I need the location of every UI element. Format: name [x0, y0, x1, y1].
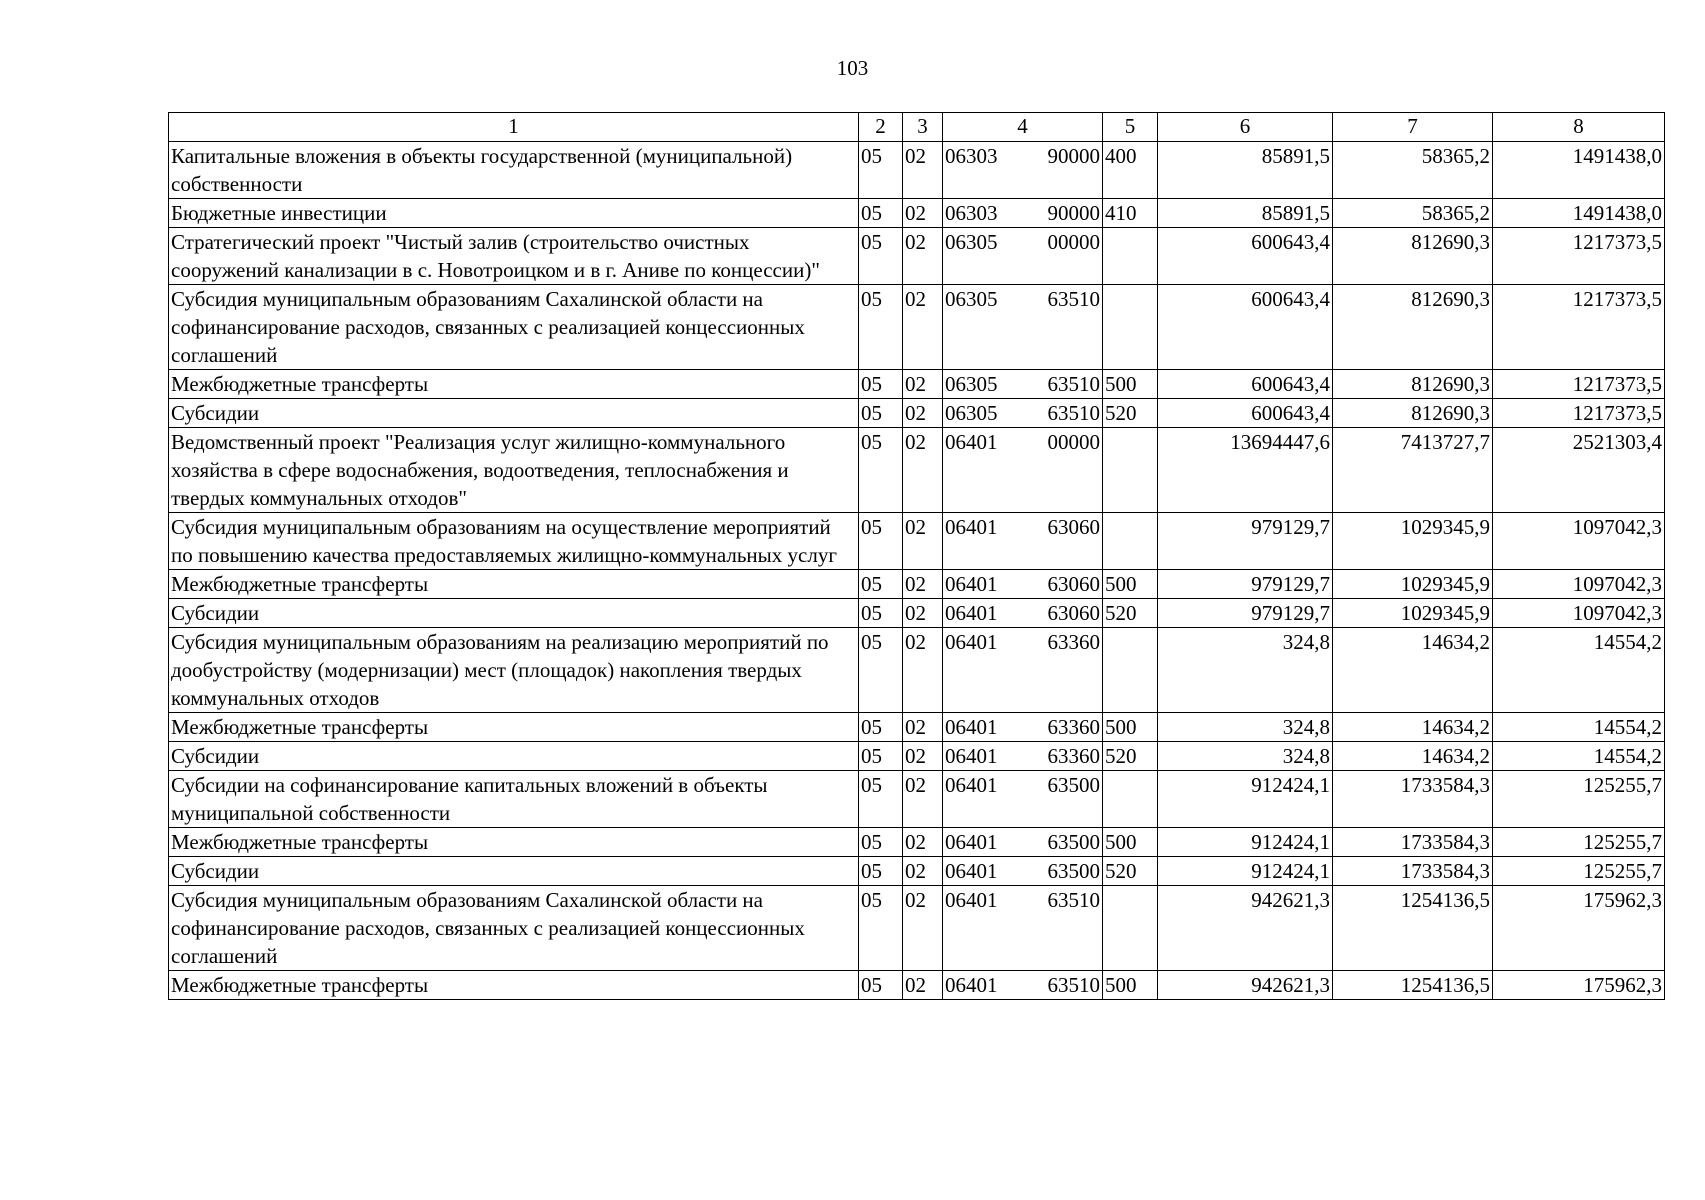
subsection-code-cell: 02 [903, 828, 943, 857]
program-code-part1: 06401 [945, 515, 998, 539]
amount-col6-cell: 979129,7 [1158, 570, 1333, 599]
row-name-cell: Субсидии [169, 857, 859, 886]
amount-col8-cell: 14554,2 [1493, 628, 1665, 713]
amount-col6-cell: 942621,3 [1158, 886, 1333, 971]
program-code-part2: 63060 [1047, 601, 1100, 625]
table-row [169, 199, 1665, 228]
subsection-code-cell: 02 [903, 570, 943, 599]
amount-col6-cell: 600643,4 [1158, 399, 1333, 428]
amount-col8-cell: 1217373,5 [1493, 228, 1665, 285]
program-code-part1: 06305 [945, 230, 998, 254]
section-code-cell: 05 [859, 399, 903, 428]
section-code-cell: 05 [859, 370, 903, 399]
subsection-code-cell: 02 [903, 628, 943, 713]
header-row [169, 113, 1665, 142]
amount-col8-cell: 175962,3 [1493, 886, 1665, 971]
section-code-cell: 05 [859, 285, 903, 370]
row-name-cell: Межбюджетные трансферты [169, 971, 859, 1000]
amount-col7-cell: 812690,3 [1333, 228, 1493, 285]
amount-col7-cell: 1254136,5 [1333, 971, 1493, 1000]
amount-col7-cell: 1029345,9 [1333, 513, 1493, 570]
column-header: 8 [1493, 113, 1665, 142]
column-header: 4 [943, 113, 1103, 142]
subsection-code-cell: 02 [903, 713, 943, 742]
program-code-part2: 63510 [1047, 401, 1100, 425]
program-code-part1: 06401 [945, 859, 998, 883]
amount-col7-cell: 1733584,3 [1333, 857, 1493, 886]
row-name-cell: Субсидия муниципальным образованиям Сахалинской области на софинансирование расходов, связанных с реализацией концессионных соглашений [169, 886, 859, 971]
program-code-cell [943, 857, 1103, 886]
amount-col8-cell: 125255,7 [1493, 857, 1665, 886]
subsection-code-cell: 02 [903, 599, 943, 628]
section-code-cell: 05 [859, 513, 903, 570]
amount-col7-cell: 58365,2 [1333, 199, 1493, 228]
table-row [169, 428, 1665, 513]
program-code-part1: 06401 [945, 744, 998, 768]
table-row [169, 599, 1665, 628]
table-row [169, 971, 1665, 1000]
table-row [169, 628, 1665, 713]
amount-col8-cell: 1491438,0 [1493, 199, 1665, 228]
expense-type-cell [1103, 628, 1158, 713]
page-number: 103 [836, 56, 869, 80]
program-code-cell [943, 628, 1103, 713]
program-code-part1: 06401 [945, 430, 998, 454]
subsection-code-cell: 02 [903, 142, 943, 199]
amount-col8-cell: 1217373,5 [1493, 285, 1665, 370]
expense-type-cell: 520 [1103, 857, 1158, 886]
column-header: 3 [903, 113, 943, 142]
program-code-cell [943, 513, 1103, 570]
row-name-cell: Субсидии [169, 599, 859, 628]
row-name-cell: Межбюджетные трансферты [169, 570, 859, 599]
program-code-part2: 63360 [1047, 744, 1100, 768]
section-code-cell: 05 [859, 828, 903, 857]
amount-col6-cell: 600643,4 [1158, 228, 1333, 285]
program-code-part2: 63510 [1047, 888, 1100, 912]
section-code-cell: 05 [859, 771, 903, 828]
program-code-part1: 06401 [945, 630, 998, 654]
expense-type-cell: 520 [1103, 599, 1158, 628]
subsection-code-cell: 02 [903, 886, 943, 971]
table-row [169, 713, 1665, 742]
program-code-part2: 63500 [1047, 859, 1100, 883]
amount-col8-cell: 14554,2 [1493, 742, 1665, 771]
amount-col6-cell: 979129,7 [1158, 513, 1333, 570]
expense-type-cell: 400 [1103, 142, 1158, 199]
expense-type-cell [1103, 886, 1158, 971]
program-code-part1: 06303 [945, 201, 998, 225]
amount-col8-cell: 125255,7 [1493, 828, 1665, 857]
amount-col8-cell: 2521303,4 [1493, 428, 1665, 513]
expense-type-cell: 520 [1103, 399, 1158, 428]
section-code-cell: 05 [859, 713, 903, 742]
amount-col7-cell: 14634,2 [1333, 713, 1493, 742]
expense-type-cell [1103, 228, 1158, 285]
amount-col8-cell: 1097042,3 [1493, 513, 1665, 570]
subsection-code-cell: 02 [903, 513, 943, 570]
section-code-cell: 05 [859, 428, 903, 513]
section-code-cell: 05 [859, 199, 903, 228]
program-code-cell [943, 428, 1103, 513]
program-code-part2: 63510 [1047, 287, 1100, 311]
section-code-cell: 05 [859, 570, 903, 599]
program-code-cell [943, 199, 1103, 228]
row-name-cell: Субсидии на софинансирование капитальных вложений в объекты муниципальной собственности [169, 771, 859, 828]
program-code-cell [943, 886, 1103, 971]
amount-col6-cell: 324,8 [1158, 742, 1333, 771]
amount-col6-cell: 85891,5 [1158, 142, 1333, 199]
table-row [169, 142, 1665, 199]
program-code-cell [943, 599, 1103, 628]
subsection-code-cell: 02 [903, 228, 943, 285]
amount-col8-cell: 125255,7 [1493, 771, 1665, 828]
column-header: 1 [169, 113, 859, 142]
subsection-code-cell: 02 [903, 971, 943, 1000]
program-code-part2: 63360 [1047, 630, 1100, 654]
section-code-cell: 05 [859, 142, 903, 199]
program-code-cell [943, 228, 1103, 285]
row-name-cell: Субсидия муниципальным образованиям на реализацию мероприятий по дообустройству (модернизации) мест (площадок) накопления твердых коммунальных отходов [169, 628, 859, 713]
amount-col7-cell: 812690,3 [1333, 399, 1493, 428]
subsection-code-cell: 02 [903, 428, 943, 513]
expense-type-cell [1103, 771, 1158, 828]
program-code-part2: 63060 [1047, 572, 1100, 596]
expense-type-cell: 500 [1103, 713, 1158, 742]
table-row [169, 886, 1665, 971]
amount-col8-cell: 1097042,3 [1493, 599, 1665, 628]
program-code-part1: 06401 [945, 973, 998, 997]
table-row [169, 399, 1665, 428]
section-code-cell: 05 [859, 886, 903, 971]
expense-type-cell: 410 [1103, 199, 1158, 228]
amount-col7-cell: 58365,2 [1333, 142, 1493, 199]
table-row [169, 285, 1665, 370]
program-code-cell [943, 285, 1103, 370]
amount-col6-cell: 324,8 [1158, 628, 1333, 713]
amount-col8-cell: 1217373,5 [1493, 370, 1665, 399]
amount-col7-cell: 1733584,3 [1333, 828, 1493, 857]
column-header: 7 [1333, 113, 1493, 142]
row-name-cell: Капитальные вложения в объекты государственной (муниципальной) собственности [169, 142, 859, 199]
program-code-part2: 63500 [1047, 773, 1100, 797]
program-code-cell [943, 771, 1103, 828]
program-code-cell [943, 742, 1103, 771]
table-row [169, 513, 1665, 570]
program-code-part2: 63510 [1047, 973, 1100, 997]
program-code-part1: 06401 [945, 572, 998, 596]
subsection-code-cell: 02 [903, 285, 943, 370]
amount-col7-cell: 1733584,3 [1333, 771, 1493, 828]
row-name-cell: Межбюджетные трансферты [169, 370, 859, 399]
amount-col6-cell: 912424,1 [1158, 771, 1333, 828]
amount-col8-cell: 1491438,0 [1493, 142, 1665, 199]
amount-col8-cell: 1217373,5 [1493, 399, 1665, 428]
expense-type-cell: 500 [1103, 971, 1158, 1000]
program-code-part1: 06305 [945, 372, 998, 396]
program-code-cell [943, 399, 1103, 428]
row-name-cell: Бюджетные инвестиции [169, 199, 859, 228]
amount-col6-cell: 979129,7 [1158, 599, 1333, 628]
program-code-part2: 90000 [1047, 144, 1100, 168]
column-header: 5 [1103, 113, 1158, 142]
amount-col7-cell: 1029345,9 [1333, 599, 1493, 628]
amount-col7-cell: 7413727,7 [1333, 428, 1493, 513]
section-code-cell: 05 [859, 599, 903, 628]
amount-col6-cell: 13694447,6 [1158, 428, 1333, 513]
program-code-cell [943, 570, 1103, 599]
amount-col6-cell: 912424,1 [1158, 857, 1333, 886]
amount-col7-cell: 812690,3 [1333, 370, 1493, 399]
amount-col8-cell: 14554,2 [1493, 713, 1665, 742]
program-code-part2: 63510 [1047, 372, 1100, 396]
row-name-cell: Субсидии [169, 399, 859, 428]
program-code-cell [943, 370, 1103, 399]
section-code-cell: 05 [859, 742, 903, 771]
amount-col7-cell: 14634,2 [1333, 742, 1493, 771]
section-code-cell: 05 [859, 971, 903, 1000]
amount-col6-cell: 600643,4 [1158, 285, 1333, 370]
subsection-code-cell: 02 [903, 857, 943, 886]
program-code-part1: 06401 [945, 830, 998, 854]
expense-type-cell [1103, 428, 1158, 513]
row-name-cell: Межбюджетные трансферты [169, 828, 859, 857]
subsection-code-cell: 02 [903, 199, 943, 228]
program-code-part1: 06401 [945, 601, 998, 625]
program-code-part1: 06401 [945, 773, 998, 797]
program-code-cell [943, 142, 1103, 199]
amount-col6-cell: 912424,1 [1158, 828, 1333, 857]
subsection-code-cell: 02 [903, 370, 943, 399]
amount-col7-cell: 14634,2 [1333, 628, 1493, 713]
expense-type-cell: 500 [1103, 370, 1158, 399]
program-code-part2: 00000 [1047, 430, 1100, 454]
table-row [169, 228, 1665, 285]
row-name-cell: Субсидия муниципальным образованиям на осуществление мероприятий по повышению качества предоставляемых жилищно-коммунальных услуг [169, 513, 859, 570]
table-body [169, 142, 1665, 1000]
amount-col8-cell: 175962,3 [1493, 971, 1665, 1000]
amount-col6-cell: 324,8 [1158, 713, 1333, 742]
amount-col6-cell: 600643,4 [1158, 370, 1333, 399]
program-code-part1: 06305 [945, 287, 998, 311]
program-code-part2: 63060 [1047, 515, 1100, 539]
expense-type-cell: 520 [1103, 742, 1158, 771]
program-code-cell [943, 971, 1103, 1000]
program-code-part2: 90000 [1047, 201, 1100, 225]
subsection-code-cell: 02 [903, 399, 943, 428]
program-code-part2: 63360 [1047, 715, 1100, 739]
expense-type-cell [1103, 285, 1158, 370]
table-row [169, 570, 1665, 599]
table-row [169, 857, 1665, 886]
table-row [169, 828, 1665, 857]
column-header: 6 [1158, 113, 1333, 142]
program-code-part2: 63500 [1047, 830, 1100, 854]
amount-col6-cell: 85891,5 [1158, 199, 1333, 228]
amount-col7-cell: 1029345,9 [1333, 570, 1493, 599]
section-code-cell: 05 [859, 228, 903, 285]
section-code-cell: 05 [859, 628, 903, 713]
budget-table [168, 112, 1665, 1000]
program-code-part1: 06401 [945, 715, 998, 739]
amount-col7-cell: 812690,3 [1333, 285, 1493, 370]
table-row [169, 771, 1665, 828]
table-row [169, 370, 1665, 399]
row-name-cell: Субсидия муниципальным образованиям Сахалинской области на софинансирование расходов, связанных с реализацией концессионных соглашений [169, 285, 859, 370]
subsection-code-cell: 02 [903, 742, 943, 771]
section-code-cell: 05 [859, 857, 903, 886]
row-name-cell: Ведомственный проект "Реализация услуг жилищно-коммунального хозяйства в сфере водоснабжения, водоотведения, теплоснабжения и твердых коммунальных отходов" [169, 428, 859, 513]
program-code-cell [943, 713, 1103, 742]
column-header: 2 [859, 113, 903, 142]
subsection-code-cell: 02 [903, 771, 943, 828]
expense-type-cell [1103, 513, 1158, 570]
program-code-cell [943, 828, 1103, 857]
program-code-part1: 06305 [945, 401, 998, 425]
amount-col6-cell: 942621,3 [1158, 971, 1333, 1000]
program-code-part1: 06401 [945, 888, 998, 912]
row-name-cell: Стратегический проект "Чистый залив (строительство очистных сооружений канализации в с. Новотроицком и в г. Аниве по концессии)" [169, 228, 859, 285]
amount-col7-cell: 1254136,5 [1333, 886, 1493, 971]
row-name-cell: Межбюджетные трансферты [169, 713, 859, 742]
expense-type-cell: 500 [1103, 828, 1158, 857]
expense-type-cell: 500 [1103, 570, 1158, 599]
table-row [169, 742, 1665, 771]
program-code-part1: 06303 [945, 144, 998, 168]
row-name-cell: Субсидии [169, 742, 859, 771]
amount-col8-cell: 1097042,3 [1493, 570, 1665, 599]
program-code-part2: 00000 [1047, 230, 1100, 254]
